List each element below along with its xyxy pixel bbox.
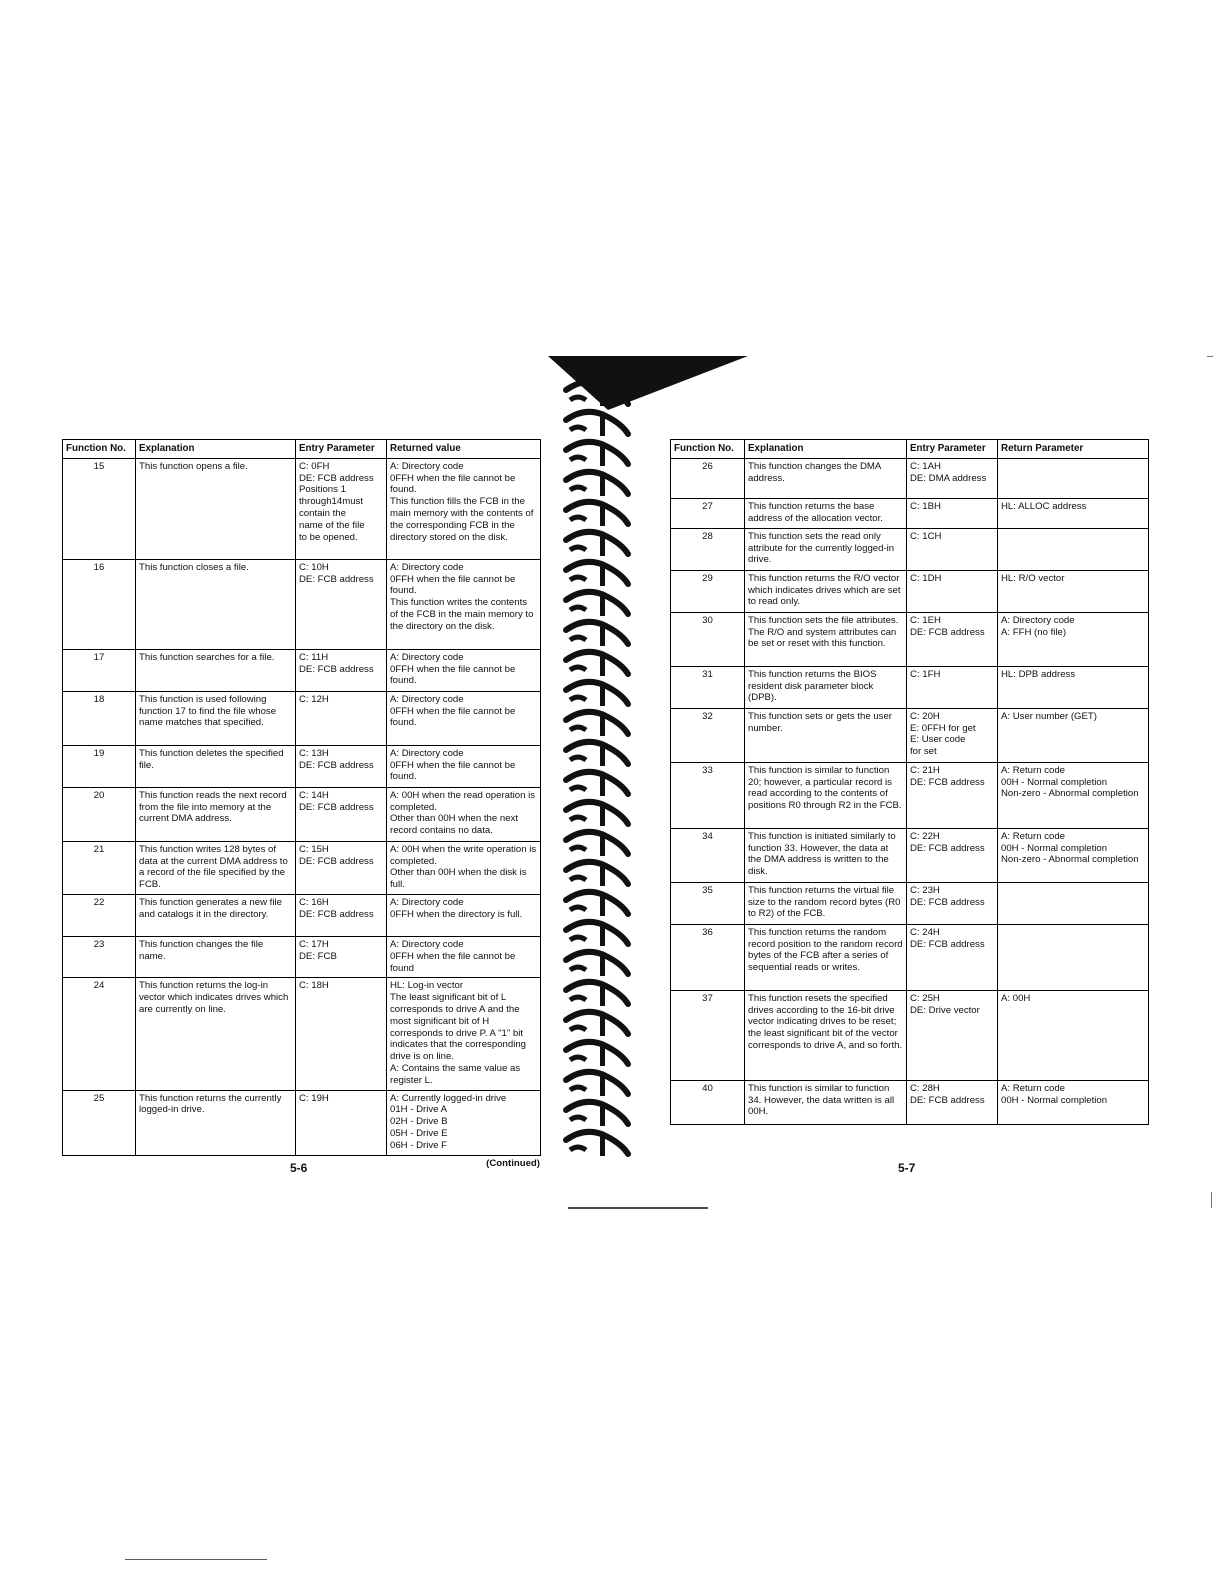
page-number-right: 5-7 (898, 1161, 916, 1175)
return-value-cell: A: Directory code 0FFH when the file cannot be found. (387, 649, 541, 691)
entry-parameter-cell: C: 23H DE: FCB address (907, 882, 998, 924)
entry-parameter-cell: C: 28H DE: FCB address (907, 1080, 998, 1124)
function-number-cell: 16 (63, 559, 136, 649)
function-number-cell: 21 (63, 841, 136, 894)
entry-parameter-cell: C: 11H DE: FCB address (296, 649, 387, 691)
function-number-cell: 23 (63, 936, 136, 977)
coil-ring (566, 652, 628, 676)
function-number-cell: 22 (63, 894, 136, 936)
coil-ring (566, 622, 628, 646)
explanation-cell: This function sets or gets the user number. (745, 708, 907, 762)
left-page (62, 439, 540, 1169)
coil-ring (566, 682, 628, 706)
function-number-cell: 34 (671, 828, 745, 882)
explanation-cell: This function generates a new file and catalogs it in the directory. (136, 894, 296, 936)
return-value-cell (998, 882, 1149, 924)
return-value-cell: A: Directory code 0FFH when the file cannot be found. This function writes the contents of the FCB in the main memory to the directory on the disk. (387, 559, 541, 649)
return-value-cell: HL: Log-in vector The least significant bit of L corresponds to drive A and the most significant bit of H corresponds to drive P. A "1" bit indicates that the corresponding drive is on line. A: Contains the same value as register L. (387, 978, 541, 1090)
function-number-cell: 15 (63, 458, 136, 559)
coil-ring (566, 802, 628, 826)
explanation-cell: This function reads the next record from the file into memory at the current DMA address. (136, 787, 296, 841)
function-number-cell: 31 (671, 666, 745, 708)
edge-mark (1207, 356, 1213, 357)
right-page (670, 439, 1148, 1125)
binding-coils (566, 382, 628, 1156)
entry-parameter-cell: C: 14H DE: FCB address (296, 787, 387, 841)
function-row (63, 458, 541, 559)
function-number-cell: 35 (671, 882, 745, 924)
entry-parameter-cell: C: 13H DE: FCB address (296, 745, 387, 787)
function-row (671, 828, 1149, 882)
coil-ring (566, 1042, 628, 1066)
explanation-cell: This function is similar to function 34. However, the data written is all 00H. (745, 1080, 907, 1124)
explanation-cell: This function returns the currently logged-in drive. (136, 1090, 296, 1155)
coil-ring (566, 922, 628, 946)
entry-parameter-cell: C: 22H DE: FCB address (907, 828, 998, 882)
entry-parameter-cell: C: 18H (296, 978, 387, 1090)
return-value-cell: A: Directory code 0FFH when the file cannot be found. (387, 745, 541, 787)
coil-ring (566, 892, 628, 916)
coil-ring (566, 562, 628, 586)
function-row (63, 691, 541, 745)
right-table-body (671, 458, 1149, 1124)
header-function-no: Function No. (671, 440, 745, 459)
explanation-cell: This function closes a file. (136, 559, 296, 649)
entry-parameter-cell: C: 12H (296, 691, 387, 745)
header-returned-value: Returned value (387, 440, 541, 459)
return-value-cell: A: Return code 00H - Normal completion (998, 1080, 1149, 1124)
coil-ring (566, 532, 628, 556)
return-value-cell: A: Directory code 0FFH when the directory is full. (387, 894, 541, 936)
return-value-cell: HL: ALLOC address (998, 498, 1149, 528)
header-function-no: Function No. (63, 440, 136, 459)
explanation-cell: This function returns the base address of the allocation vector. (745, 498, 907, 528)
coil-ring (566, 982, 628, 1006)
function-number-cell: 26 (671, 458, 745, 498)
header-entry-parameter: Entry Parameter (907, 440, 998, 459)
entry-parameter-cell: C: 10H DE: FCB address (296, 559, 387, 649)
entry-parameter-cell: C: 1FH (907, 666, 998, 708)
function-row (671, 498, 1149, 528)
explanation-cell: This function is similar to function 20; however, a particular record is read according to the contents of positions R0 through R2 in the FCB. (745, 762, 907, 828)
function-row (671, 666, 1149, 708)
return-value-cell: A: 00H when the read operation is completed. Other than 00H when the next record contains no data. (387, 787, 541, 841)
function-row (671, 762, 1149, 828)
explanation-cell: This function deletes the specified file. (136, 745, 296, 787)
function-row (63, 894, 541, 936)
coil-ring (566, 772, 628, 796)
entry-parameter-cell: C: 1EH DE: FCB address (907, 612, 998, 666)
function-number-cell: 18 (63, 691, 136, 745)
header-explanation: Explanation (136, 440, 296, 459)
function-row (63, 559, 541, 649)
explanation-cell: This function searches for a file. (136, 649, 296, 691)
coil-ring (566, 472, 628, 496)
explanation-cell: This function is used following function 17 to find the file whose name matches that specified. (136, 691, 296, 745)
coil-ring (566, 742, 628, 766)
function-row (63, 841, 541, 894)
function-row (63, 745, 541, 787)
explanation-cell: This function returns the virtual file size to the random record bytes (R0 to R2) of the FCB. (745, 882, 907, 924)
function-number-cell: 37 (671, 990, 745, 1080)
function-row (671, 924, 1149, 990)
return-value-cell: A: Return code 00H - Normal completion Non-zero - Abnormal completion (998, 762, 1149, 828)
entry-parameter-cell: C: 16H DE: FCB address (296, 894, 387, 936)
return-value-cell: A: 00H when the write operation is completed. Other than 00H when the disk is full. (387, 841, 541, 894)
entry-parameter-cell: C: 20H E: 0FFH for get E: User code for set (907, 708, 998, 762)
return-value-cell: HL: R/O vector (998, 570, 1149, 612)
entry-parameter-cell: C: 1DH (907, 570, 998, 612)
explanation-cell: This function is initiated similarly to function 33. However, the data at the DMA address is written to the disk. (745, 828, 907, 882)
explanation-cell: This function changes the file name. (136, 936, 296, 977)
function-number-cell: 25 (63, 1090, 136, 1155)
function-row (671, 1080, 1149, 1124)
coil-ring (566, 592, 628, 616)
function-number-cell: 32 (671, 708, 745, 762)
return-value-cell: A: Directory code 0FFH when the file cannot be found (387, 936, 541, 977)
header-entry-parameter: Entry Parameter (296, 440, 387, 459)
entry-parameter-cell: C: 0FH DE: FCB address Positions 1 through14must contain the name of the file to be opened. (296, 458, 387, 559)
function-row (671, 612, 1149, 666)
continued-note: (Continued) (486, 1157, 540, 1169)
return-value-cell (998, 924, 1149, 990)
entry-parameter-cell: C: 24H DE: FCB address (907, 924, 998, 990)
coil-ring (566, 862, 628, 886)
coil-ring (566, 442, 628, 466)
function-number-cell: 20 (63, 787, 136, 841)
entry-parameter-cell: C: 1AH DE: DMA address (907, 458, 998, 498)
right-function-table (670, 439, 1149, 1125)
function-number-cell: 30 (671, 612, 745, 666)
explanation-cell: This function returns the log-in vector which indicates drives which are currently on line. (136, 978, 296, 1090)
explanation-cell: This function returns the BIOS resident disk parameter block (DPB). (745, 666, 907, 708)
coil-ring (566, 952, 628, 976)
explanation-cell: This function returns the R/O vector which indicates drives which are set to read only. (745, 570, 907, 612)
entry-parameter-cell: C: 15H DE: FCB address (296, 841, 387, 894)
explanation-cell: This function returns the random record position to the random record bytes of the FCB after a series of sequential reads or writes. (745, 924, 907, 990)
coil-ring (566, 412, 628, 436)
function-row (671, 990, 1149, 1080)
function-number-cell: 17 (63, 649, 136, 691)
header-explanation: Explanation (745, 440, 907, 459)
coil-ring (566, 1012, 628, 1036)
entry-parameter-cell: C: 21H DE: FCB address (907, 762, 998, 828)
return-value-cell: A: User number (GET) (998, 708, 1149, 762)
page-number-left: 5-6 (290, 1161, 308, 1175)
return-value-cell: A: Currently logged-in drive 01H - Drive A 02H - Drive B 05H - Drive E 06H - Drive F (387, 1090, 541, 1155)
entry-parameter-cell: C: 1CH (907, 528, 998, 570)
function-number-cell: 28 (671, 528, 745, 570)
function-row (63, 1090, 541, 1155)
explanation-cell: This function writes 128 bytes of data at the current DMA address to a record of the file specified by the FCB. (136, 841, 296, 894)
coil-ring (566, 1132, 628, 1156)
function-number-cell: 19 (63, 745, 136, 787)
edge-mark (1211, 1192, 1212, 1208)
coil-ring (566, 712, 628, 736)
function-row (671, 570, 1149, 612)
entry-parameter-cell: C: 19H (296, 1090, 387, 1155)
explanation-cell: This function changes the DMA address. (745, 458, 907, 498)
entry-parameter-cell: C: 1BH (907, 498, 998, 528)
explanation-cell: This function sets the file attributes. The R/O and system attributes can be set or reset with this function. (745, 612, 907, 666)
explanation-cell: This function sets the read only attribute for the currently logged-in drive. (745, 528, 907, 570)
function-row (63, 978, 541, 1090)
function-number-cell: 36 (671, 924, 745, 990)
coil-ring (566, 832, 628, 856)
explanation-cell: This function opens a file. (136, 458, 296, 559)
coil-ring (566, 502, 628, 526)
function-number-cell: 27 (671, 498, 745, 528)
table-header-row (671, 440, 1149, 459)
function-number-cell: 24 (63, 978, 136, 1090)
header-return-parameter: Return Parameter (998, 440, 1149, 459)
return-value-cell: A: 00H (998, 990, 1149, 1080)
function-row (63, 936, 541, 977)
entry-parameter-cell: C: 25H DE: Drive vector (907, 990, 998, 1080)
function-row (63, 649, 541, 691)
return-value-cell: A: Directory code A: FFH (no file) (998, 612, 1149, 666)
function-row (671, 458, 1149, 498)
function-number-cell: 29 (671, 570, 745, 612)
function-row (671, 528, 1149, 570)
coil-ring (566, 1102, 628, 1126)
return-value-cell: A: Directory code 0FFH when the file cannot be found. This function fills the FCB in the main memory with the contents of the corresponding FCB in the directory stored on the disk. (387, 458, 541, 559)
return-value-cell (998, 528, 1149, 570)
bottom-rule (125, 1559, 267, 1560)
table-header-row (63, 440, 541, 459)
function-row (63, 787, 541, 841)
function-number-cell: 33 (671, 762, 745, 828)
function-number-cell: 40 (671, 1080, 745, 1124)
return-value-cell (998, 458, 1149, 498)
return-value-cell: HL: DPB address (998, 666, 1149, 708)
return-value-cell: A: Return code 00H - Normal completion Non-zero - Abnormal completion (998, 828, 1149, 882)
return-value-cell: A: Directory code 0FFH when the file cannot be found. (387, 691, 541, 745)
coil-ring (566, 1072, 628, 1096)
function-row (671, 882, 1149, 924)
left-function-table (62, 439, 541, 1156)
entry-parameter-cell: C: 17H DE: FCB (296, 936, 387, 977)
left-table-body (63, 458, 541, 1155)
explanation-cell: This function resets the specified drives according to the 16-bit drive vector indicating drives to be reset; the least significant bit of the vector corresponds to drive A, and so forth. (745, 990, 907, 1080)
function-row (671, 708, 1149, 762)
